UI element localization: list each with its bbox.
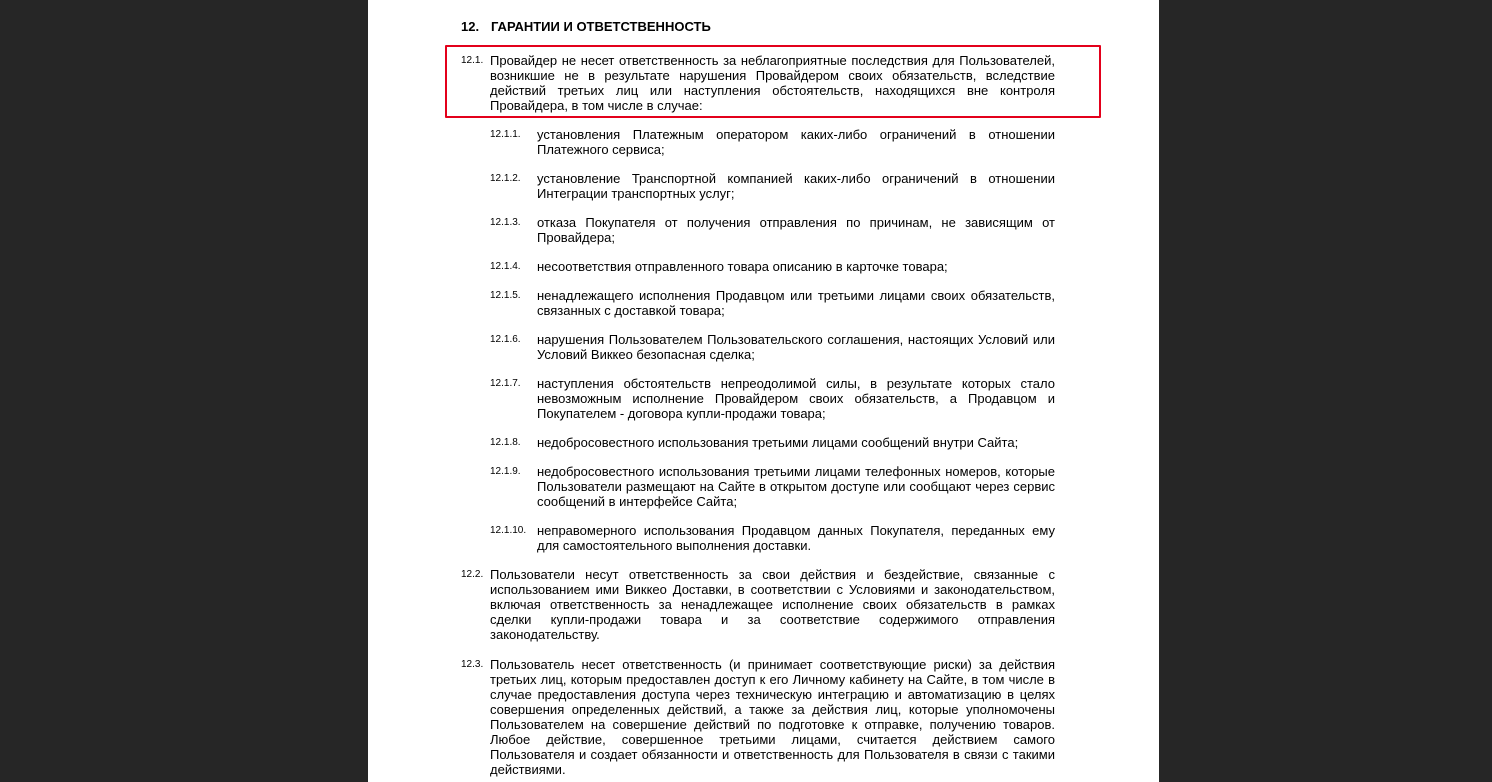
clause-12-3	[461, 657, 1055, 777]
clause-text: несоответствия отправленного товара описанию в карточке товара;	[537, 259, 948, 274]
highlight-box	[445, 45, 1101, 118]
clause-12-1-8	[490, 435, 1055, 450]
clause-text: неправомерного использования Продавцом данных Покупателя, переданных ему для самостоятельного выполнения доставки.	[537, 523, 1055, 553]
clause-number: 12.1.5.	[490, 290, 521, 301]
clause-12-1-10	[490, 523, 1055, 553]
clause-number: 12.1.2.	[490, 173, 521, 184]
section-heading	[461, 19, 711, 34]
clause-number: 12.1.8.	[490, 437, 521, 448]
clause-number: 12.3.	[461, 659, 484, 670]
clause-number: 12.1.9.	[490, 466, 521, 477]
clause-text: Пользователи несут ответственность за свои действия и бездействие, связанные с использованием ими Виккео Доставки, в соответствии с Условиями и законодательством, включая ответственность за ненадлежащее исполнение своих обязательств в рамках сделки купли-продажи товара и за соответствие содержимого отправления законодательству.	[490, 567, 1055, 642]
clause-12-2	[461, 567, 1055, 642]
clause-12-1-4	[490, 259, 1055, 274]
clause-text: недобросовестного использования третьими лицами сообщений внутри Сайта;	[537, 435, 1019, 450]
clause-12-1-6	[490, 332, 1055, 362]
section-number: 12.	[461, 19, 480, 34]
clause-12-1-1	[490, 127, 1055, 157]
clause-number: 12.1.6.	[490, 334, 521, 345]
clause-text: наступления обстоятельств непреодолимой силы, в результате которых стало невозможным исполнение Провайдером своих обязательств, а Продавцом и Покупателем - договора купли-продажи товара;	[537, 376, 1055, 421]
clause-text: нарушения Пользователем Пользовательского соглашения, настоящих Условий или Условий Виккео безопасная сделка;	[537, 332, 1055, 362]
clause-12-1-2	[490, 171, 1055, 201]
clause-12-1-7	[490, 376, 1055, 421]
document-page	[368, 0, 1159, 782]
clause-number: 12.1.	[461, 55, 484, 66]
clause-number: 12.1.7.	[490, 378, 521, 389]
clause-text: установления Платежным оператором каких-либо ограничений в отношении Платежного сервиса;	[537, 127, 1055, 157]
clause-text: отказа Покупателя от получения отправления по причинам, не зависящим от Провайдера;	[537, 215, 1055, 245]
clause-number: 12.1.1.	[490, 129, 521, 140]
clause-number: 12.1.4.	[490, 261, 521, 272]
clause-12-1-5	[490, 288, 1055, 318]
clause-text: Провайдер не несет ответственность за неблагоприятные последствия для Пользователей, возникшие не в результате нарушения Провайдером своих обязательств, вследствие действий третьих лиц или наступления обстоятельств, находящихся вне контроля Провайдера, в том числе в случае:	[490, 53, 1055, 113]
clause-12-1-9	[490, 464, 1055, 509]
clause-number: 12.2.	[461, 569, 484, 580]
clause-number: 12.1.10.	[490, 525, 527, 536]
clause-text: ненадлежащего исполнения Продавцом или третьими лицами своих обязательств, связанных с доставкой товара;	[537, 288, 1055, 318]
clause-text: недобросовестного использования третьими лицами телефонных номеров, которые Пользователи размещают на Сайте в открытом доступе или сообщают через сервис сообщений в интерфейсе Сайта;	[537, 464, 1055, 509]
clause-text: установление Транспортной компанией каких-либо ограничений в отношении Интеграции транспортных услуг;	[537, 171, 1055, 201]
clause-text: Пользователь несет ответственность (и принимает соответствующие риски) за действия третьих лиц, которым предоставлен доступ к его Личному кабинету на Сайте, в том числе в случае предоставления доступа через техническую интеграцию и автоматизацию в целях совершения определенных действий, а также за действия лиц, которые уполномочены Пользователем на совершение действий по подготовке к отправке, получению товаров. Любое действие, совершенное третьими лицами, считается действием самого Пользователя и создает обязанности и ответственность для Пользователя в связи с такими действиями.	[490, 657, 1055, 777]
section-title: ГАРАНТИИ И ОТВЕТСТВЕННОСТЬ	[491, 19, 711, 34]
clause-number: 12.1.3.	[490, 217, 521, 228]
clause-12-1-3	[490, 215, 1055, 245]
